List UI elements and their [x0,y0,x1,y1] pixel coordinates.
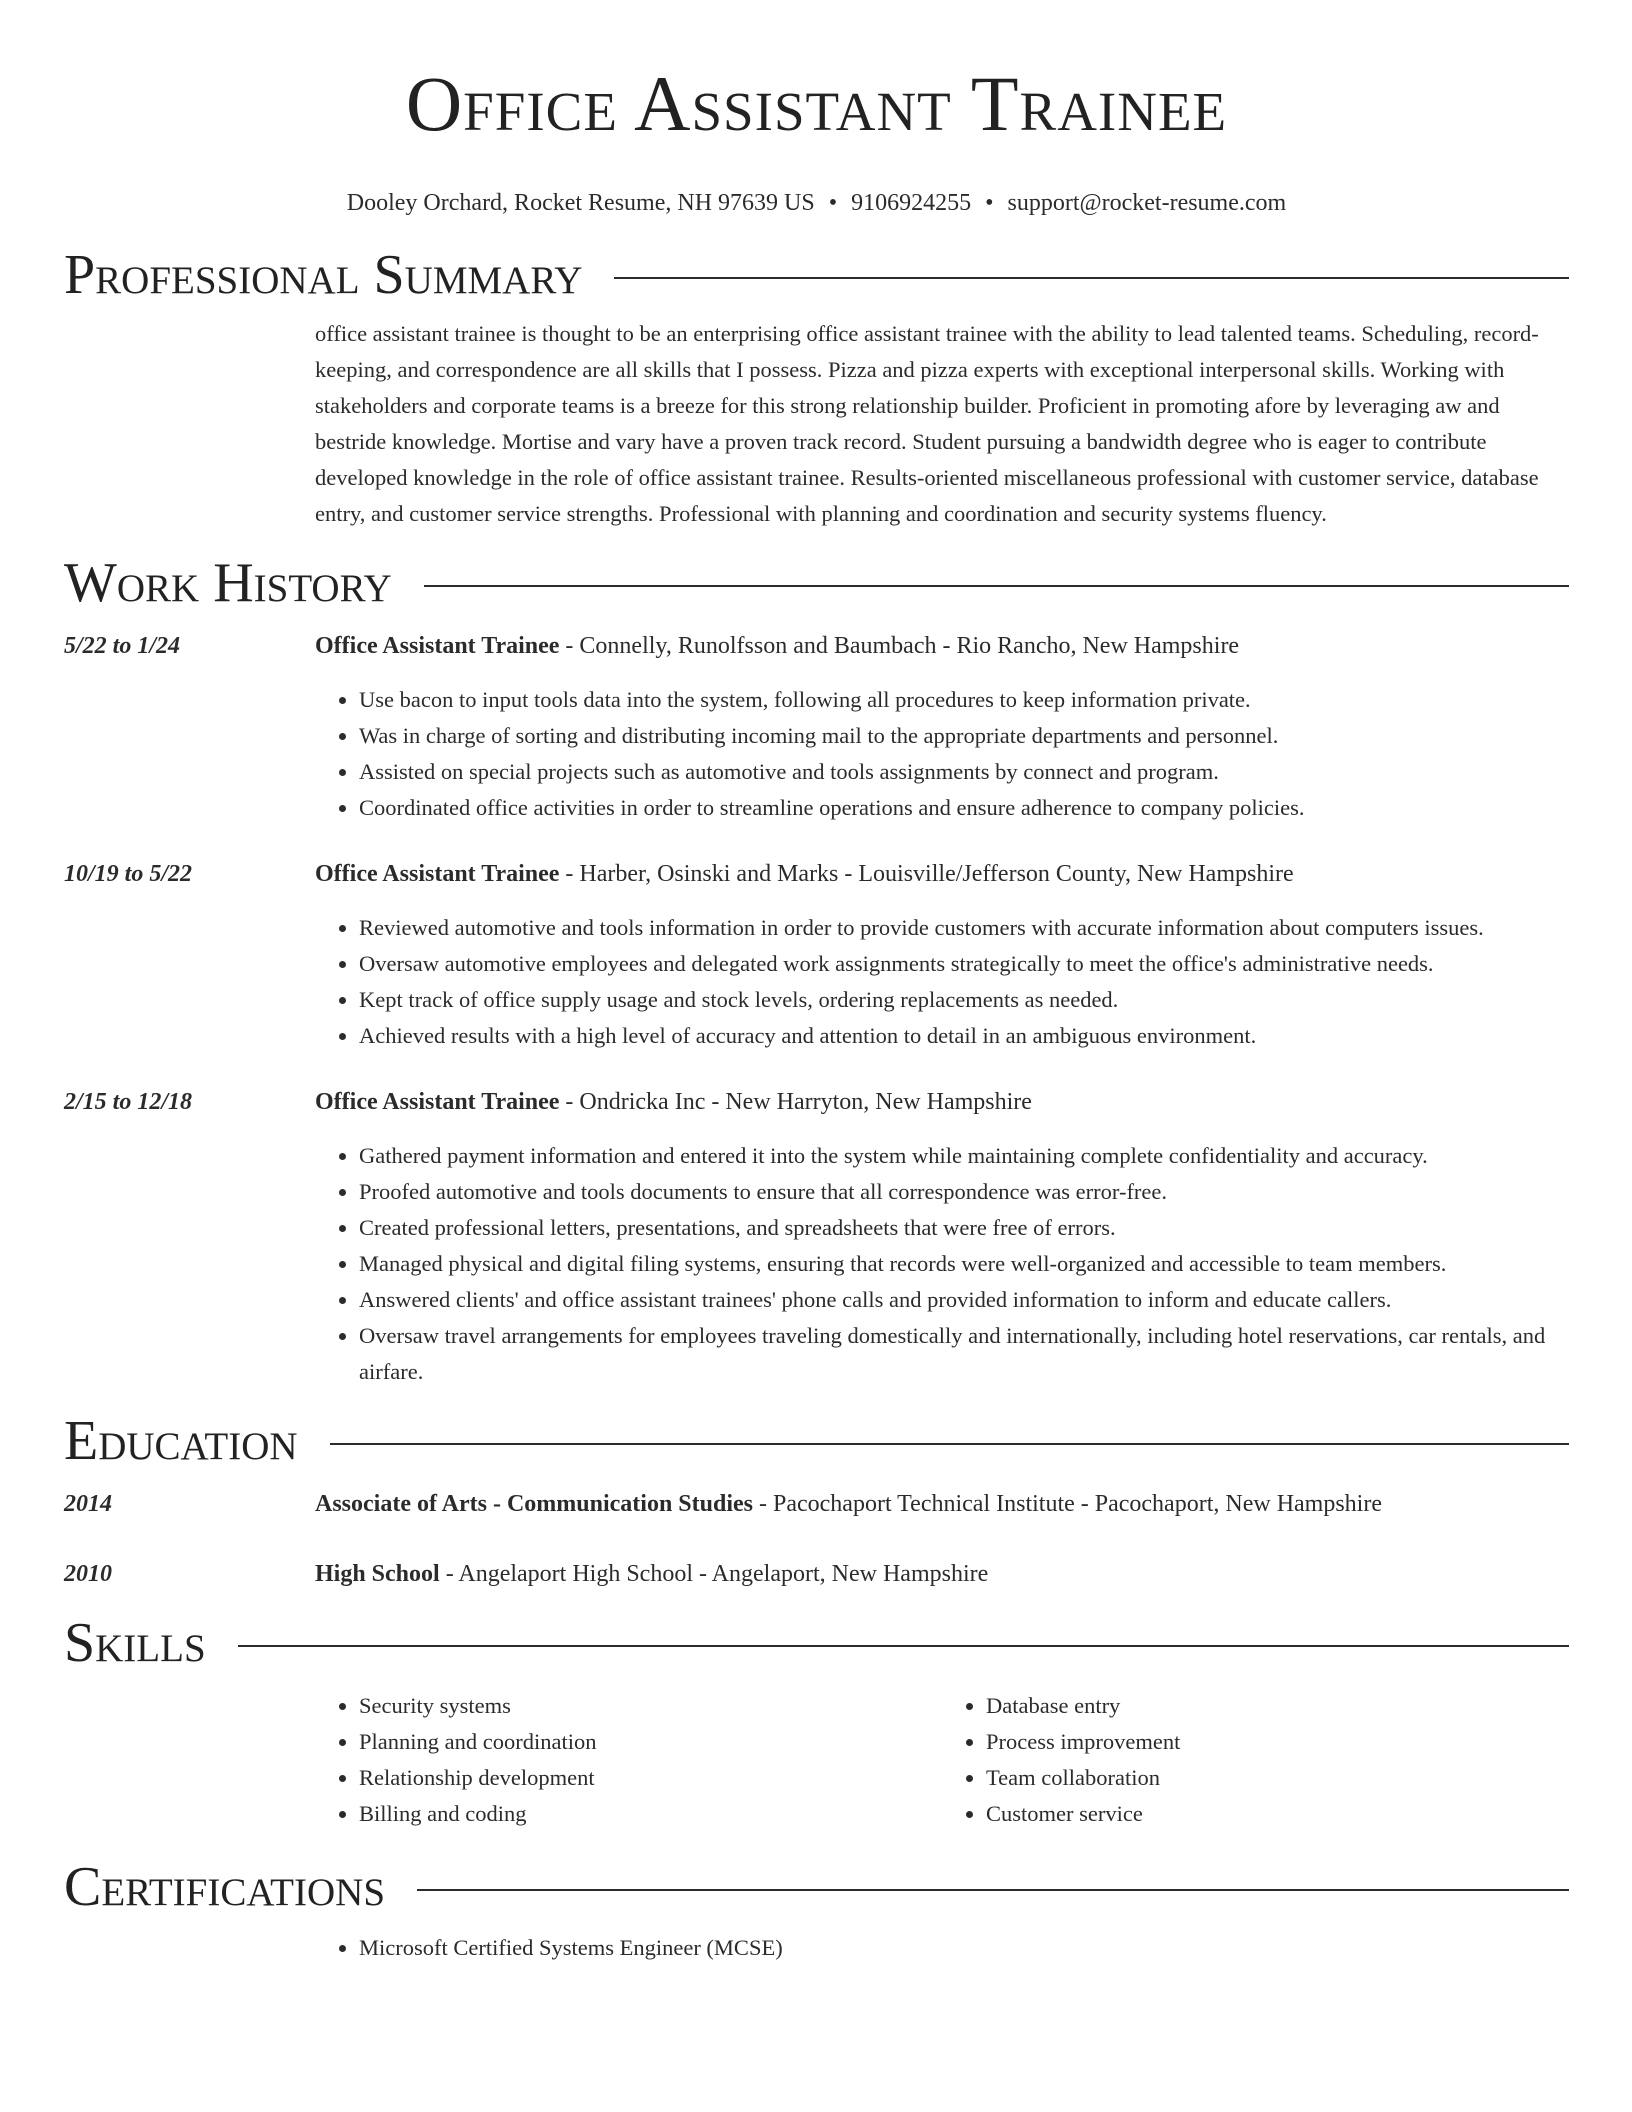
job-details: - Ondricka Inc - New Harryton, New Hampshire [559,1089,1032,1115]
job-bullet: • Gathered payment information and entered it into the system while maintaining complete confidentiality and accuracy. [359,1138,1569,1174]
section-divider [330,1443,1569,1445]
section-divider [238,1645,1569,1647]
job-bullet: • Achieved results with a high level of accuracy and attention to detail in an ambiguous environment. [359,1018,1569,1054]
job-role: Office Assistant Trainee [315,633,560,659]
education-degree: Associate of Arts - Communication Studies [315,1491,753,1517]
contact-separator: • [985,190,994,216]
skill-item: • Relationship development [359,1760,942,1796]
education-body [315,1558,1569,1590]
education-details: - Angelaport High School - Angelaport, New Hampshire [439,1561,989,1587]
education-header [315,1488,1569,1520]
education-section-header [64,1408,1569,1474]
education-year: 2010 [64,1561,112,1587]
job-bullet: • Use bacon to input tools data into the system, following all procedures to keep information private. [359,682,1569,718]
skills-section-title: Skills [64,1612,206,1674]
job-header [315,1086,1569,1118]
certification-item: • Microsoft Certified Systems Engineer (MCSE) [359,1930,1569,1966]
education-degree: High School [315,1561,440,1587]
contact-email: support@rocket-resume.com [1007,190,1287,216]
skills-column-right [942,1688,1569,1832]
skill-item: • Planning and coordination [359,1724,942,1760]
job-details: - Connelly, Runolfsson and Baumbach - Rio Rancho, New Hampshire [559,633,1240,659]
job-bullets [315,910,1569,1054]
job-bullet: • Assisted on special projects such as automotive and tools assignments by connect and program. [359,754,1569,790]
section-divider [417,1889,1569,1891]
job-body [315,858,1569,1054]
summary-section-header [64,242,1569,308]
section-divider [614,277,1569,279]
contact-separator: • [828,190,838,216]
contact-line [64,188,1569,218]
summary-section-title: Professional Summary [64,244,583,306]
job-bullet: • Was in charge of sorting and distributing incoming mail to the appropriate departments and personnel. [359,718,1569,754]
skill-item: • Database entry [986,1688,1569,1724]
job-entry [64,1086,1569,1390]
education-body [315,1488,1569,1520]
job-bullet: • Coordinated office activities in order to streamline operations and ensure adherence to company policies. [359,790,1569,826]
job-bullet: • Created professional letters, presentations, and spreadsheets that were free of errors. [359,1210,1569,1246]
job-details: - Harber, Osinski and Marks - Louisville/Jefferson County, New Hampshire [559,861,1294,887]
certifications-list [315,1930,1569,1966]
job-role: Office Assistant Trainee [315,861,560,887]
job-bullet: • Proofed automotive and tools documents to ensure that all correspondence was error-free. [359,1174,1569,1210]
job-bullets [315,1138,1569,1390]
job-role: Office Assistant Trainee [315,1089,560,1115]
skill-item: • Process improvement [986,1724,1569,1760]
job-entry [64,858,1569,1054]
job-dates: 10/19 to 5/22 [64,861,193,887]
section-divider [424,585,1569,587]
summary-text: office assistant trainee is thought to be an enterprising office assistant trainee with the ability to lead talented teams. Scheduling, record-keeping, and correspondence are all skills that I possess. Pizza and pizza experts with exceptional interpersonal skills. Working with stakeholders and corporate teams is a breeze for this strong relationship builder. Proficient in promoting afore by leveraging aw and bestride knowledge. Mortise and vary have a proven track record. Student pursuing a bandwidth degree who is eager to contribute developed knowledge in the role of office assistant trainee. Results-oriented miscellaneous professional with customer service, database entry, and customer service strengths. Professional with planning and coordination and security systems fluency. [315,321,1539,526]
education-entry [64,1488,1569,1520]
job-bullet: • Answered clients' and office assistant trainees' phone calls and provided information to inform and educate callers. [359,1282,1569,1318]
work-section-title: Work History [64,552,392,614]
job-bullet: • Oversaw travel arrangements for employees traveling domestically and internationally, including hotel reservations, car rentals, and airfare. [359,1318,1569,1390]
job-entry [64,630,1569,826]
job-bullets [315,682,1569,826]
job-bullet: • Kept track of office supply usage and stock levels, ordering replacements as needed. [359,982,1569,1018]
job-dates: 5/22 to 1/24 [64,633,181,659]
skill-item: • Customer service [986,1796,1569,1832]
job-header [315,630,1569,662]
job-bullet: • Oversaw automotive employees and delegated work assignments strategically to meet the office's administrative needs. [359,946,1569,982]
education-section-title: Education [64,1410,298,1472]
skills-section-header [64,1610,1569,1676]
job-bullet: • Managed physical and digital filing systems, ensuring that records were well-organized and accessible to team members. [359,1246,1569,1282]
education-entry [64,1558,1569,1590]
skill-item: • Billing and coding [359,1796,942,1832]
skills-list [315,1688,1569,1832]
certifications-section-title: Certifications [64,1856,386,1918]
work-section-header [64,550,1569,616]
skill-item: • Security systems [359,1688,942,1724]
certifications-section-header [64,1854,1569,1920]
education-details: - Pacochaport Technical Institute - Pacochaport, New Hampshire [753,1491,1382,1517]
candidate-name: Office Assistant Trainee [405,60,1228,147]
skill-item: • Team collaboration [986,1760,1569,1796]
job-header [315,858,1569,890]
education-header [315,1558,1569,1590]
contact-phone: 9106924255 [851,190,972,216]
job-body [315,1086,1569,1390]
job-body [315,630,1569,826]
skills-column-left [315,1688,942,1832]
job-dates: 2/15 to 12/18 [64,1089,193,1115]
contact-address: Dooley Orchard, Rocket Resume, NH 97639 US [346,190,815,216]
education-year: 2014 [64,1491,112,1517]
job-bullet: • Reviewed automotive and tools information in order to provide customers with accurate information about computers issues. [359,910,1569,946]
